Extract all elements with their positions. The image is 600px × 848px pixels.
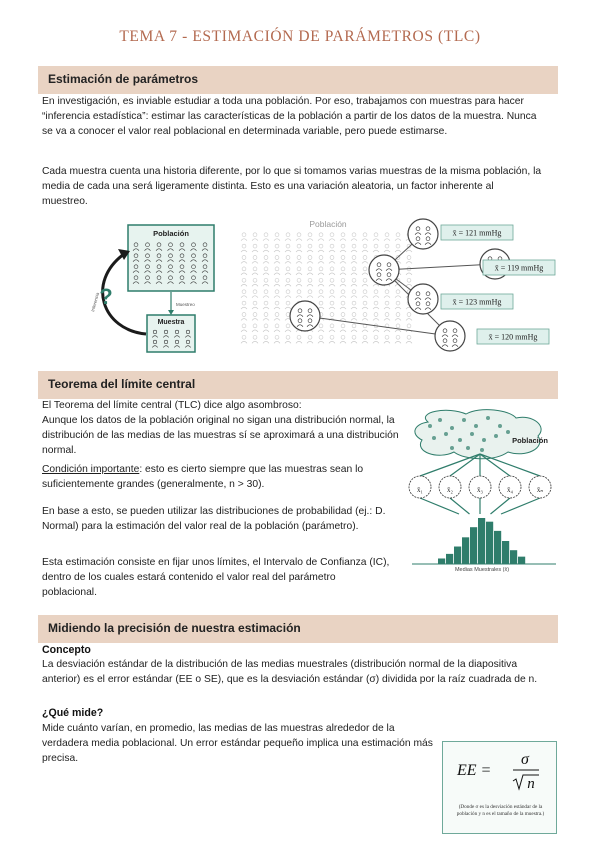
condition-text: : esto es cierto siempre que las muestras sean lo suficientemente grandes (generalmente, n > 30). [42, 464, 364, 490]
mean-value: x̄ = 120 mmHg [488, 332, 538, 342]
section-header-precision [38, 615, 558, 643]
sampling-diagram [80, 222, 220, 354]
formula-lhs: EE = [457, 762, 492, 779]
histogram [438, 518, 525, 564]
clt-sample-circle [409, 476, 431, 498]
standard-error-formula [442, 741, 557, 834]
mean-label [441, 225, 513, 240]
sample-circle [290, 301, 320, 331]
paragraph: Aunque los datos de la población original no sigan una distribución normal, la distribución de las medias de las muestras sí se aproximará a una distribución normal. [42, 415, 399, 456]
paragraph: Mide cuánto varían, en promedio, las medias de las muestras alrededor de la verdadera media poblacional. Un error estándar pequeño implica una estimación más precisa. [42, 723, 433, 764]
clt-sample-circle [469, 476, 491, 498]
mean-label [483, 260, 555, 275]
section-header-estimacion [38, 66, 558, 94]
histogram-bar [518, 557, 525, 564]
question-mark: ? [99, 284, 113, 309]
histogram-bar [502, 541, 509, 564]
clt-sample-circle [499, 476, 521, 498]
formula-note: (Donde σ es la desviación estándar de la población y n es el tamaño de la muestra.) [456, 804, 545, 817]
paragraph: Esta estimación consiste en fijar unos límites, el Intervalo de Confianza (IC), dentro de los cuales estará contenido el valor real del parámetro poblacional. [42, 557, 390, 598]
clt-sample-circle [529, 476, 551, 498]
page-title: TEMA 7 - ESTIMACIÓN DE PARÁMETROS (TLC) [119, 28, 481, 45]
histogram-bar [494, 531, 501, 564]
subheading-que-mide: ¿Qué mide? [42, 707, 104, 719]
clt-sample-circle [439, 476, 461, 498]
population-samples-figure [238, 214, 558, 356]
sample-mean-label: x̄₃ [477, 486, 483, 494]
paragraph: En base a esto, se pueden utilizar las distribuciones de probabilidad (ej.: D. Normal) para la estimación del valor real de la población (parámetro). [42, 506, 386, 532]
section-heading: Teorema del límite central [48, 377, 196, 391]
histogram-bar [478, 518, 485, 564]
mean-label [477, 329, 549, 344]
mean-value: x̄ = 121 mmHg [452, 228, 502, 238]
subheading-concepto: Concepto [42, 644, 91, 656]
histogram-bar [510, 550, 517, 564]
sample-mean-label: x̄₁ [417, 486, 423, 494]
population-label: Población [153, 229, 189, 238]
formula-denominator: n [527, 776, 535, 792]
sample-circle [408, 284, 438, 314]
sample-mean-label: x̄ₙ [536, 486, 544, 494]
sample-circle [435, 321, 465, 351]
mean-label [441, 294, 513, 309]
mean-value: x̄ = 123 mmHg [452, 297, 502, 307]
population-label: Población [512, 436, 548, 445]
sample-circle [408, 219, 438, 249]
section-heading: Estimación de parámetros [48, 72, 199, 86]
mean-value: x̄ = 119 mmHg [494, 263, 544, 273]
histogram-bar [486, 522, 493, 564]
population-label: Población [309, 219, 347, 229]
section-heading: Midiendo la precisión de nuestra estimación [48, 621, 301, 635]
paragraph: Cada muestra cuenta una historia diferente, por lo que si tomamos varias muestras de la misma población, la media de cada una será ligeramente distinta. Esto es una variación aleatoria, un factor inherente al muestreo. [42, 166, 542, 207]
histogram-bar [438, 558, 445, 564]
histogram-bar [454, 547, 461, 564]
section-header-tlc [38, 371, 558, 399]
paragraph-condition [42, 462, 397, 492]
inferencia-label: Inferencia [90, 291, 101, 313]
clt-diagram [408, 408, 560, 572]
sample-circle [369, 255, 399, 285]
formula-numerator: σ [521, 751, 529, 768]
sample-mean-label: x̄₄ [507, 486, 513, 494]
clt-samples [409, 476, 551, 498]
histogram-bar [470, 527, 477, 564]
sample-mean-label: x̄₂ [447, 486, 453, 494]
sqrt-sign [513, 775, 539, 789]
muestreo-label: Muestreo [176, 302, 195, 307]
sample-label: Muestra [157, 319, 185, 326]
paragraph: La desviación estándar de la distribución de las medias muestrales (distribución normal de la diapositiva anterior) es el error estándar (EE o SE), que es la desviación estándar (σ) dividida por la raíz cuadrada de n. [42, 659, 538, 685]
histogram-bar [462, 537, 469, 564]
paragraph: En investigación, es inviable estudiar a toda una población. Por eso, trabajamos con muestras para hacer “inferencia estadística”: estimar las características de la población a partir de los datos de la muestra. Nunca se va a conocer el valor real poblacional en determinada variable, pero puede estimarse. [42, 96, 537, 137]
paragraph: El Teorema del límite central (TLC) dice algo asombroso: [42, 400, 302, 411]
histogram-bar [446, 554, 453, 564]
histogram-xlabel: Medias Muestrales (x̄) [454, 567, 510, 573]
condition-label: Condición importante [42, 464, 140, 475]
